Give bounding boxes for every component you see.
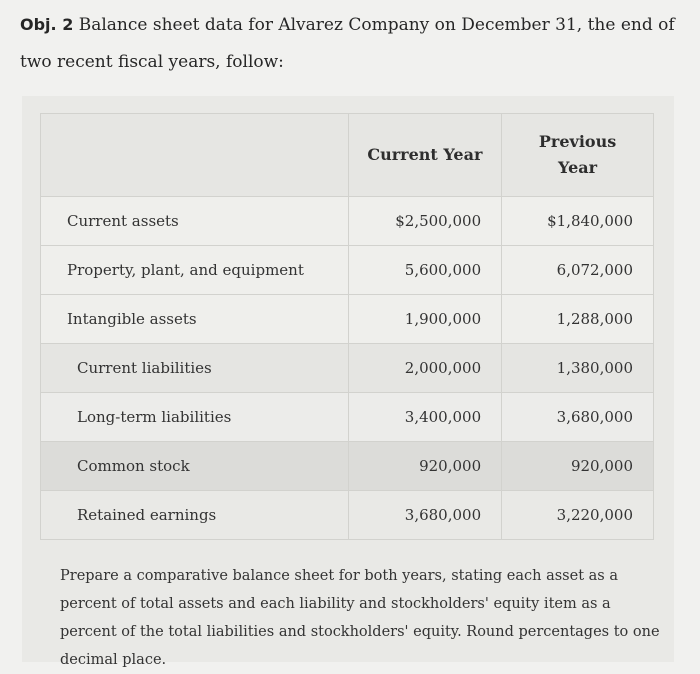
row-previous-value: 6,072,000	[502, 246, 654, 295]
row-current-value: 2,000,000	[348, 344, 501, 393]
row-label: Common stock	[41, 442, 349, 491]
row-current-value: 5,600,000	[348, 246, 501, 295]
row-label: Current assets	[41, 197, 349, 246]
header-previous-year	[502, 114, 654, 197]
row-label: Intangible assets	[41, 295, 349, 344]
header-current-year: Current Year	[348, 114, 501, 197]
row-previous-value: 1,288,000	[502, 295, 654, 344]
table-row	[41, 246, 654, 295]
row-previous-value: 1,380,000	[502, 344, 654, 393]
header-previous-line2: Year	[558, 158, 598, 177]
row-previous-value: 3,680,000	[502, 393, 654, 442]
row-label: Long-term liabilities	[41, 393, 349, 442]
row-current-value: 920,000	[348, 442, 501, 491]
instructions-text: Prepare a comparative balance sheet for both years, stating each asset as a percent of total assets and each liability and stockholders' equity item as a percent of the total liabilities and stockholders' equity. Round percentages to one decimal place.	[60, 568, 660, 668]
table-header-row	[41, 114, 654, 197]
table-row	[41, 197, 654, 246]
row-previous-value: 3,220,000	[502, 491, 654, 540]
row-label: Retained earnings	[41, 491, 349, 540]
row-current-value: 3,400,000	[348, 393, 501, 442]
header-blank-cell	[41, 114, 349, 197]
row-previous-value: 920,000	[502, 442, 654, 491]
table-row	[41, 491, 654, 540]
header-previous-line1: Previous	[538, 132, 617, 151]
row-label: Current liabilities	[41, 344, 349, 393]
table-row	[41, 442, 654, 491]
problem-heading	[20, 6, 680, 81]
row-current-value: 3,680,000	[348, 491, 501, 540]
row-current-value: $2,500,000	[348, 197, 501, 246]
objective-label: Obj. 2	[20, 15, 74, 34]
table-row	[41, 344, 654, 393]
row-label: Property, plant, and equipment	[41, 246, 349, 295]
row-previous-value: $1,840,000	[502, 197, 654, 246]
table-row	[41, 295, 654, 344]
table-row	[41, 393, 654, 442]
balance-sheet-table	[40, 113, 654, 540]
row-current-value: 1,900,000	[348, 295, 501, 344]
problem-intro-text: Balance sheet data for Alvarez Company on December 31, the end of two recent fiscal years, follow:	[20, 15, 675, 72]
